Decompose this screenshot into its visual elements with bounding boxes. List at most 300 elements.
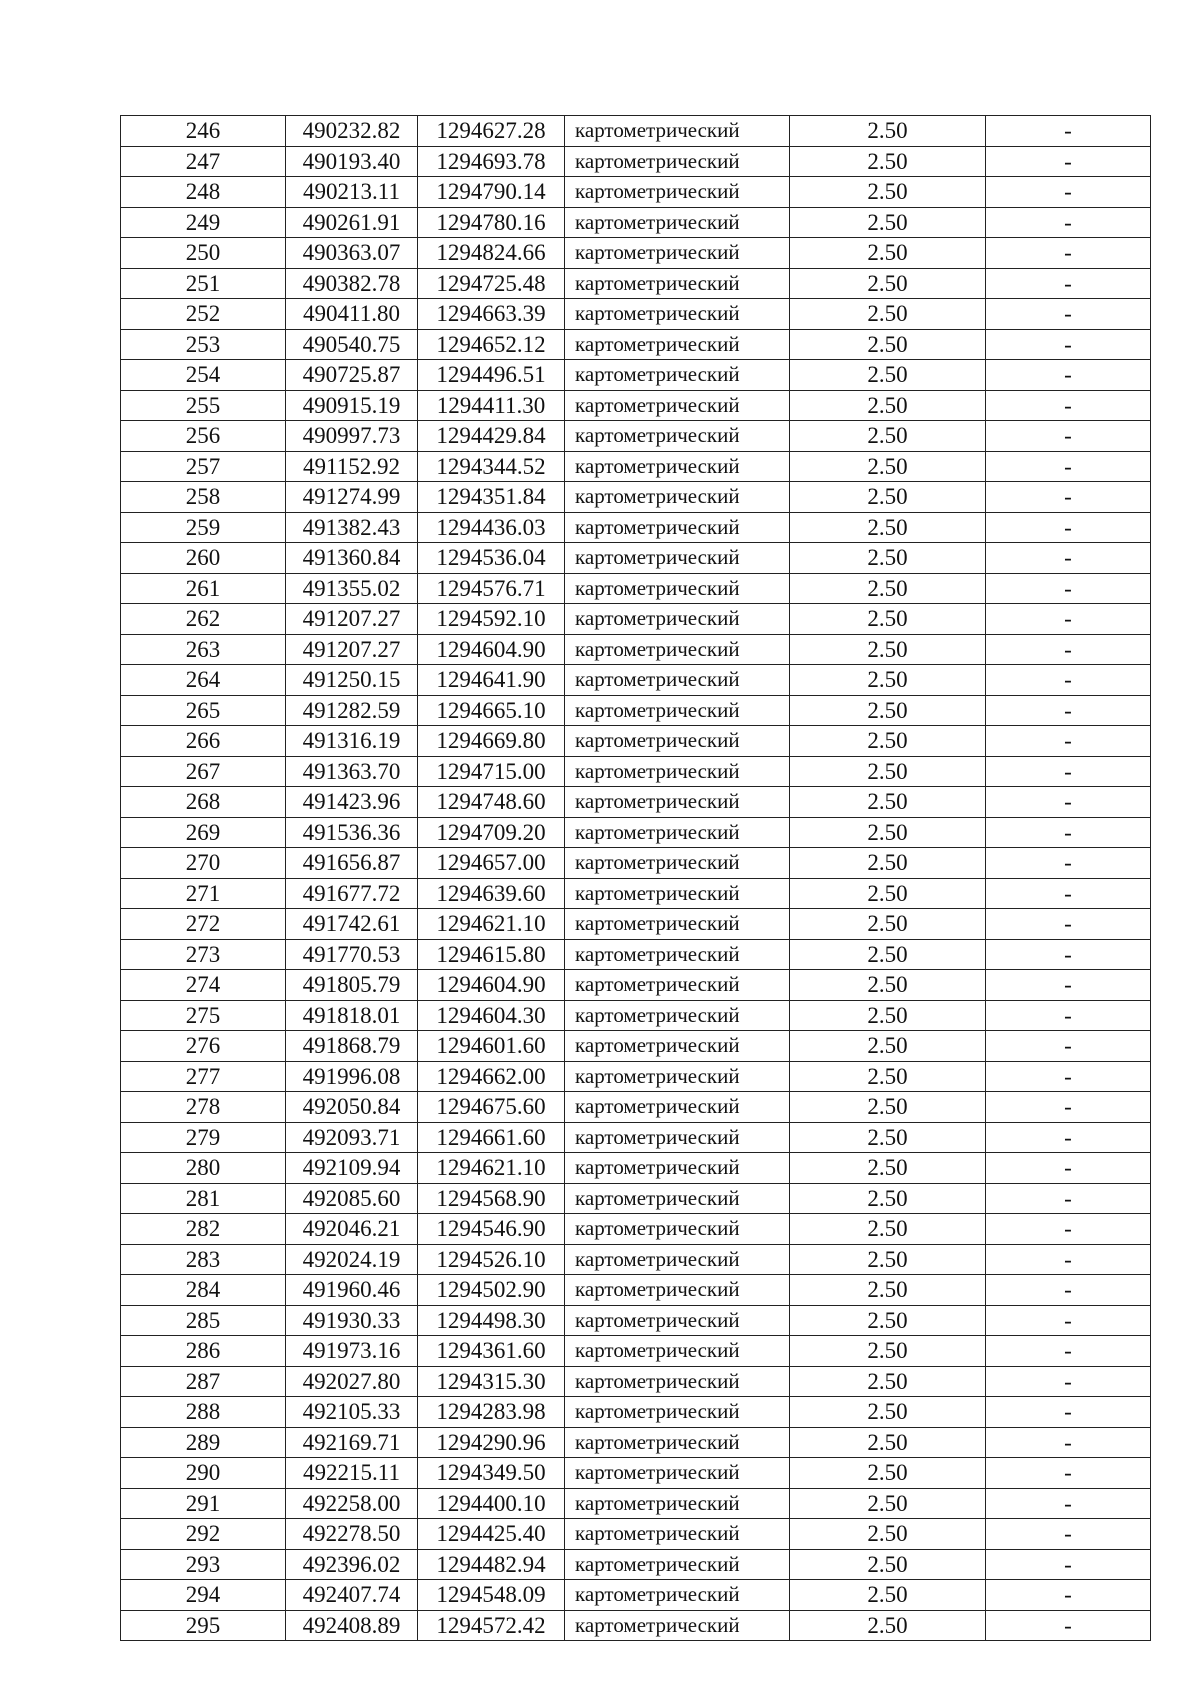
note-cell: - <box>986 939 1151 970</box>
accuracy-cell: 2.50 <box>790 482 986 513</box>
accuracy-cell: 2.50 <box>790 299 986 330</box>
y-coordinate-cell: 1294621.10 <box>418 1153 565 1184</box>
note-cell: - <box>986 756 1151 787</box>
point-number-cell: 286 <box>121 1336 286 1367</box>
x-coordinate-cell: 491360.84 <box>286 543 418 574</box>
table-row <box>121 848 1151 879</box>
accuracy-cell: 2.50 <box>790 1458 986 1489</box>
table-row <box>121 1061 1151 1092</box>
table-row <box>121 1458 1151 1489</box>
y-coordinate-cell: 1294639.60 <box>418 878 565 909</box>
method-cell: картометрический <box>565 1580 790 1611</box>
point-number-cell: 253 <box>121 329 286 360</box>
note-cell: - <box>986 604 1151 635</box>
y-coordinate-cell: 1294592.10 <box>418 604 565 635</box>
y-coordinate-cell: 1294351.84 <box>418 482 565 513</box>
note-cell: - <box>986 1000 1151 1031</box>
accuracy-cell: 2.50 <box>790 268 986 299</box>
accuracy-cell: 2.50 <box>790 939 986 970</box>
note-cell: - <box>986 1244 1151 1275</box>
accuracy-cell: 2.50 <box>790 1244 986 1275</box>
method-cell: картометрический <box>565 604 790 635</box>
method-cell: картометрический <box>565 817 790 848</box>
y-coordinate-cell: 1294663.39 <box>418 299 565 330</box>
y-coordinate-cell: 1294652.12 <box>418 329 565 360</box>
method-cell: картометрический <box>565 1610 790 1641</box>
coordinates-table <box>120 115 1151 1641</box>
x-coordinate-cell: 492024.19 <box>286 1244 418 1275</box>
accuracy-cell: 2.50 <box>790 177 986 208</box>
point-number-cell: 293 <box>121 1549 286 1580</box>
method-cell: картометрический <box>565 543 790 574</box>
table-row <box>121 1305 1151 1336</box>
method-cell: картометрический <box>565 970 790 1001</box>
accuracy-cell: 2.50 <box>790 390 986 421</box>
method-cell: картометрический <box>565 390 790 421</box>
method-cell: картометрический <box>565 665 790 696</box>
method-cell: картометрический <box>565 1031 790 1062</box>
table-row <box>121 146 1151 177</box>
table-row <box>121 1366 1151 1397</box>
table-row <box>121 299 1151 330</box>
x-coordinate-cell: 492258.00 <box>286 1488 418 1519</box>
y-coordinate-cell: 1294315.30 <box>418 1366 565 1397</box>
table-row <box>121 726 1151 757</box>
table-row <box>121 512 1151 543</box>
note-cell: - <box>986 238 1151 269</box>
y-coordinate-cell: 1294361.60 <box>418 1336 565 1367</box>
point-number-cell: 254 <box>121 360 286 391</box>
method-cell: картометрический <box>565 1214 790 1245</box>
y-coordinate-cell: 1294496.51 <box>418 360 565 391</box>
table-row <box>121 360 1151 391</box>
point-number-cell: 262 <box>121 604 286 635</box>
note-cell: - <box>986 482 1151 513</box>
note-cell: - <box>986 146 1151 177</box>
x-coordinate-cell: 491152.92 <box>286 451 418 482</box>
table-row <box>121 878 1151 909</box>
point-number-cell: 277 <box>121 1061 286 1092</box>
y-coordinate-cell: 1294411.30 <box>418 390 565 421</box>
y-coordinate-cell: 1294344.52 <box>418 451 565 482</box>
note-cell: - <box>986 848 1151 879</box>
accuracy-cell: 2.50 <box>790 756 986 787</box>
point-number-cell: 272 <box>121 909 286 940</box>
x-coordinate-cell: 492278.50 <box>286 1519 418 1550</box>
table-row <box>121 756 1151 787</box>
note-cell: - <box>986 1580 1151 1611</box>
table-row <box>121 1244 1151 1275</box>
note-cell: - <box>986 1305 1151 1336</box>
y-coordinate-cell: 1294604.90 <box>418 970 565 1001</box>
note-cell: - <box>986 634 1151 665</box>
note-cell: - <box>986 1549 1151 1580</box>
point-number-cell: 288 <box>121 1397 286 1428</box>
table-row <box>121 1519 1151 1550</box>
note-cell: - <box>986 329 1151 360</box>
x-coordinate-cell: 491382.43 <box>286 512 418 543</box>
x-coordinate-cell: 490411.80 <box>286 299 418 330</box>
x-coordinate-cell: 491656.87 <box>286 848 418 879</box>
accuracy-cell: 2.50 <box>790 421 986 452</box>
method-cell: картометрический <box>565 909 790 940</box>
y-coordinate-cell: 1294400.10 <box>418 1488 565 1519</box>
x-coordinate-cell: 491930.33 <box>286 1305 418 1336</box>
table-row <box>121 543 1151 574</box>
method-cell: картометрический <box>565 1549 790 1580</box>
point-number-cell: 270 <box>121 848 286 879</box>
table-row <box>121 939 1151 970</box>
y-coordinate-cell: 1294498.30 <box>418 1305 565 1336</box>
method-cell: картометрический <box>565 1183 790 1214</box>
method-cell: картометрический <box>565 238 790 269</box>
note-cell: - <box>986 573 1151 604</box>
accuracy-cell: 2.50 <box>790 207 986 238</box>
table-row <box>121 1031 1151 1062</box>
note-cell: - <box>986 1031 1151 1062</box>
y-coordinate-cell: 1294436.03 <box>418 512 565 543</box>
method-cell: картометрический <box>565 939 790 970</box>
note-cell: - <box>986 1092 1151 1123</box>
note-cell: - <box>986 878 1151 909</box>
x-coordinate-cell: 492109.94 <box>286 1153 418 1184</box>
note-cell: - <box>986 512 1151 543</box>
method-cell: картометрический <box>565 1366 790 1397</box>
table-row <box>121 1153 1151 1184</box>
note-cell: - <box>986 421 1151 452</box>
note-cell: - <box>986 268 1151 299</box>
note-cell: - <box>986 665 1151 696</box>
point-number-cell: 280 <box>121 1153 286 1184</box>
method-cell: картометрический <box>565 848 790 879</box>
x-coordinate-cell: 491868.79 <box>286 1031 418 1062</box>
table-row <box>121 1092 1151 1123</box>
x-coordinate-cell: 490193.40 <box>286 146 418 177</box>
note-cell: - <box>986 177 1151 208</box>
method-cell: картометрический <box>565 1092 790 1123</box>
table-row <box>121 207 1151 238</box>
y-coordinate-cell: 1294536.04 <box>418 543 565 574</box>
point-number-cell: 291 <box>121 1488 286 1519</box>
accuracy-cell: 2.50 <box>790 1031 986 1062</box>
x-coordinate-cell: 490997.73 <box>286 421 418 452</box>
accuracy-cell: 2.50 <box>790 1610 986 1641</box>
accuracy-cell: 2.50 <box>790 1000 986 1031</box>
point-number-cell: 283 <box>121 1244 286 1275</box>
accuracy-cell: 2.50 <box>790 360 986 391</box>
table-row <box>121 1122 1151 1153</box>
note-cell: - <box>986 1366 1151 1397</box>
note-cell: - <box>986 1519 1151 1550</box>
table-row <box>121 1214 1151 1245</box>
x-coordinate-cell: 490261.91 <box>286 207 418 238</box>
x-coordinate-cell: 492408.89 <box>286 1610 418 1641</box>
x-coordinate-cell: 491996.08 <box>286 1061 418 1092</box>
point-number-cell: 261 <box>121 573 286 604</box>
point-number-cell: 287 <box>121 1366 286 1397</box>
note-cell: - <box>986 1275 1151 1306</box>
point-number-cell: 266 <box>121 726 286 757</box>
accuracy-cell: 2.50 <box>790 512 986 543</box>
y-coordinate-cell: 1294824.66 <box>418 238 565 269</box>
accuracy-cell: 2.50 <box>790 1580 986 1611</box>
y-coordinate-cell: 1294709.20 <box>418 817 565 848</box>
point-number-cell: 276 <box>121 1031 286 1062</box>
accuracy-cell: 2.50 <box>790 665 986 696</box>
point-number-cell: 271 <box>121 878 286 909</box>
accuracy-cell: 2.50 <box>790 329 986 360</box>
accuracy-cell: 2.50 <box>790 1488 986 1519</box>
table-row <box>121 1000 1151 1031</box>
table-row <box>121 787 1151 818</box>
table-row <box>121 268 1151 299</box>
method-cell: картометрический <box>565 634 790 665</box>
table-row <box>121 909 1151 940</box>
y-coordinate-cell: 1294657.00 <box>418 848 565 879</box>
point-number-cell: 274 <box>121 970 286 1001</box>
accuracy-cell: 2.50 <box>790 238 986 269</box>
accuracy-cell: 2.50 <box>790 1305 986 1336</box>
point-number-cell: 264 <box>121 665 286 696</box>
table-row <box>121 116 1151 147</box>
method-cell: картометрический <box>565 482 790 513</box>
note-cell: - <box>986 116 1151 147</box>
y-coordinate-cell: 1294675.60 <box>418 1092 565 1123</box>
y-coordinate-cell: 1294526.10 <box>418 1244 565 1275</box>
x-coordinate-cell: 490382.78 <box>286 268 418 299</box>
table-row <box>121 451 1151 482</box>
method-cell: картометрический <box>565 268 790 299</box>
table-row <box>121 329 1151 360</box>
point-number-cell: 295 <box>121 1610 286 1641</box>
method-cell: картометрический <box>565 1061 790 1092</box>
note-cell: - <box>986 1610 1151 1641</box>
table-row <box>121 238 1151 269</box>
method-cell: картометрический <box>565 1122 790 1153</box>
x-coordinate-cell: 491770.53 <box>286 939 418 970</box>
point-number-cell: 282 <box>121 1214 286 1245</box>
accuracy-cell: 2.50 <box>790 1336 986 1367</box>
accuracy-cell: 2.50 <box>790 1549 986 1580</box>
x-coordinate-cell: 491363.70 <box>286 756 418 787</box>
table-row <box>121 390 1151 421</box>
accuracy-cell: 2.50 <box>790 604 986 635</box>
x-coordinate-cell: 491274.99 <box>286 482 418 513</box>
note-cell: - <box>986 817 1151 848</box>
table-row <box>121 482 1151 513</box>
point-number-cell: 263 <box>121 634 286 665</box>
x-coordinate-cell: 491207.27 <box>286 604 418 635</box>
note-cell: - <box>986 1458 1151 1489</box>
accuracy-cell: 2.50 <box>790 1061 986 1092</box>
table-row <box>121 1183 1151 1214</box>
method-cell: картометрический <box>565 878 790 909</box>
y-coordinate-cell: 1294790.14 <box>418 177 565 208</box>
accuracy-cell: 2.50 <box>790 573 986 604</box>
y-coordinate-cell: 1294425.40 <box>418 1519 565 1550</box>
point-number-cell: 289 <box>121 1427 286 1458</box>
point-number-cell: 279 <box>121 1122 286 1153</box>
x-coordinate-cell: 491536.36 <box>286 817 418 848</box>
table-row <box>121 573 1151 604</box>
accuracy-cell: 2.50 <box>790 1427 986 1458</box>
method-cell: картометрический <box>565 1458 790 1489</box>
note-cell: - <box>986 1336 1151 1367</box>
accuracy-cell: 2.50 <box>790 848 986 879</box>
accuracy-cell: 2.50 <box>790 116 986 147</box>
method-cell: картометрический <box>565 299 790 330</box>
y-coordinate-cell: 1294601.60 <box>418 1031 565 1062</box>
method-cell: картометрический <box>565 1427 790 1458</box>
x-coordinate-cell: 490540.75 <box>286 329 418 360</box>
accuracy-cell: 2.50 <box>790 1366 986 1397</box>
x-coordinate-cell: 492407.74 <box>286 1580 418 1611</box>
y-coordinate-cell: 1294576.71 <box>418 573 565 604</box>
point-number-cell: 269 <box>121 817 286 848</box>
method-cell: картометрический <box>565 1244 790 1275</box>
table-body <box>121 116 1151 1641</box>
table-row <box>121 634 1151 665</box>
accuracy-cell: 2.50 <box>790 634 986 665</box>
x-coordinate-cell: 492085.60 <box>286 1183 418 1214</box>
x-coordinate-cell: 492050.84 <box>286 1092 418 1123</box>
method-cell: картометрический <box>565 146 790 177</box>
method-cell: картометрический <box>565 451 790 482</box>
point-number-cell: 292 <box>121 1519 286 1550</box>
y-coordinate-cell: 1294604.30 <box>418 1000 565 1031</box>
table-row <box>121 665 1151 696</box>
x-coordinate-cell: 491973.16 <box>286 1336 418 1367</box>
method-cell: картометрический <box>565 695 790 726</box>
accuracy-cell: 2.50 <box>790 1092 986 1123</box>
table-row <box>121 1336 1151 1367</box>
point-number-cell: 257 <box>121 451 286 482</box>
method-cell: картометрический <box>565 421 790 452</box>
x-coordinate-cell: 491818.01 <box>286 1000 418 1031</box>
method-cell: картометрический <box>565 573 790 604</box>
method-cell: картометрический <box>565 726 790 757</box>
note-cell: - <box>986 1153 1151 1184</box>
x-coordinate-cell: 491742.61 <box>286 909 418 940</box>
y-coordinate-cell: 1294482.94 <box>418 1549 565 1580</box>
note-cell: - <box>986 390 1151 421</box>
method-cell: картометрический <box>565 1397 790 1428</box>
method-cell: картометрический <box>565 512 790 543</box>
note-cell: - <box>986 543 1151 574</box>
point-number-cell: 284 <box>121 1275 286 1306</box>
note-cell: - <box>986 726 1151 757</box>
y-coordinate-cell: 1294662.00 <box>418 1061 565 1092</box>
y-coordinate-cell: 1294568.90 <box>418 1183 565 1214</box>
accuracy-cell: 2.50 <box>790 1275 986 1306</box>
note-cell: - <box>986 1122 1151 1153</box>
y-coordinate-cell: 1294641.90 <box>418 665 565 696</box>
point-number-cell: 247 <box>121 146 286 177</box>
method-cell: картометрический <box>565 1305 790 1336</box>
y-coordinate-cell: 1294627.28 <box>418 116 565 147</box>
x-coordinate-cell: 492396.02 <box>286 1549 418 1580</box>
accuracy-cell: 2.50 <box>790 1183 986 1214</box>
y-coordinate-cell: 1294780.16 <box>418 207 565 238</box>
y-coordinate-cell: 1294621.10 <box>418 909 565 940</box>
point-number-cell: 259 <box>121 512 286 543</box>
x-coordinate-cell: 492169.71 <box>286 1427 418 1458</box>
x-coordinate-cell: 491207.27 <box>286 634 418 665</box>
accuracy-cell: 2.50 <box>790 817 986 848</box>
y-coordinate-cell: 1294748.60 <box>418 787 565 818</box>
table-row <box>121 817 1151 848</box>
note-cell: - <box>986 970 1151 1001</box>
method-cell: картометрический <box>565 1336 790 1367</box>
document-page <box>120 115 1150 1641</box>
note-cell: - <box>986 207 1151 238</box>
y-coordinate-cell: 1294502.90 <box>418 1275 565 1306</box>
note-cell: - <box>986 1214 1151 1245</box>
point-number-cell: 278 <box>121 1092 286 1123</box>
x-coordinate-cell: 491423.96 <box>286 787 418 818</box>
x-coordinate-cell: 490232.82 <box>286 116 418 147</box>
x-coordinate-cell: 491282.59 <box>286 695 418 726</box>
table-row <box>121 1275 1151 1306</box>
point-number-cell: 265 <box>121 695 286 726</box>
point-number-cell: 267 <box>121 756 286 787</box>
method-cell: картометрический <box>565 1488 790 1519</box>
y-coordinate-cell: 1294604.90 <box>418 634 565 665</box>
accuracy-cell: 2.50 <box>790 787 986 818</box>
method-cell: картометрический <box>565 207 790 238</box>
table-row <box>121 177 1151 208</box>
y-coordinate-cell: 1294661.60 <box>418 1122 565 1153</box>
x-coordinate-cell: 491805.79 <box>286 970 418 1001</box>
y-coordinate-cell: 1294725.48 <box>418 268 565 299</box>
method-cell: картометрический <box>565 1000 790 1031</box>
point-number-cell: 268 <box>121 787 286 818</box>
point-number-cell: 294 <box>121 1580 286 1611</box>
y-coordinate-cell: 1294665.10 <box>418 695 565 726</box>
note-cell: - <box>986 1183 1151 1214</box>
accuracy-cell: 2.50 <box>790 726 986 757</box>
table-row <box>121 1549 1151 1580</box>
x-coordinate-cell: 491960.46 <box>286 1275 418 1306</box>
table-row <box>121 421 1151 452</box>
table-row <box>121 1610 1151 1641</box>
accuracy-cell: 2.50 <box>790 878 986 909</box>
method-cell: картометрический <box>565 360 790 391</box>
point-number-cell: 275 <box>121 1000 286 1031</box>
point-number-cell: 249 <box>121 207 286 238</box>
note-cell: - <box>986 1061 1151 1092</box>
x-coordinate-cell: 491250.15 <box>286 665 418 696</box>
x-coordinate-cell: 492027.80 <box>286 1366 418 1397</box>
method-cell: картометрический <box>565 1153 790 1184</box>
x-coordinate-cell: 490915.19 <box>286 390 418 421</box>
method-cell: картометрический <box>565 329 790 360</box>
y-coordinate-cell: 1294546.90 <box>418 1214 565 1245</box>
accuracy-cell: 2.50 <box>790 695 986 726</box>
accuracy-cell: 2.50 <box>790 543 986 574</box>
note-cell: - <box>986 451 1151 482</box>
y-coordinate-cell: 1294615.80 <box>418 939 565 970</box>
table-row <box>121 970 1151 1001</box>
method-cell: картометрический <box>565 177 790 208</box>
y-coordinate-cell: 1294283.98 <box>418 1397 565 1428</box>
x-coordinate-cell: 492093.71 <box>286 1122 418 1153</box>
point-number-cell: 256 <box>121 421 286 452</box>
y-coordinate-cell: 1294349.50 <box>418 1458 565 1489</box>
accuracy-cell: 2.50 <box>790 451 986 482</box>
point-number-cell: 248 <box>121 177 286 208</box>
note-cell: - <box>986 1427 1151 1458</box>
